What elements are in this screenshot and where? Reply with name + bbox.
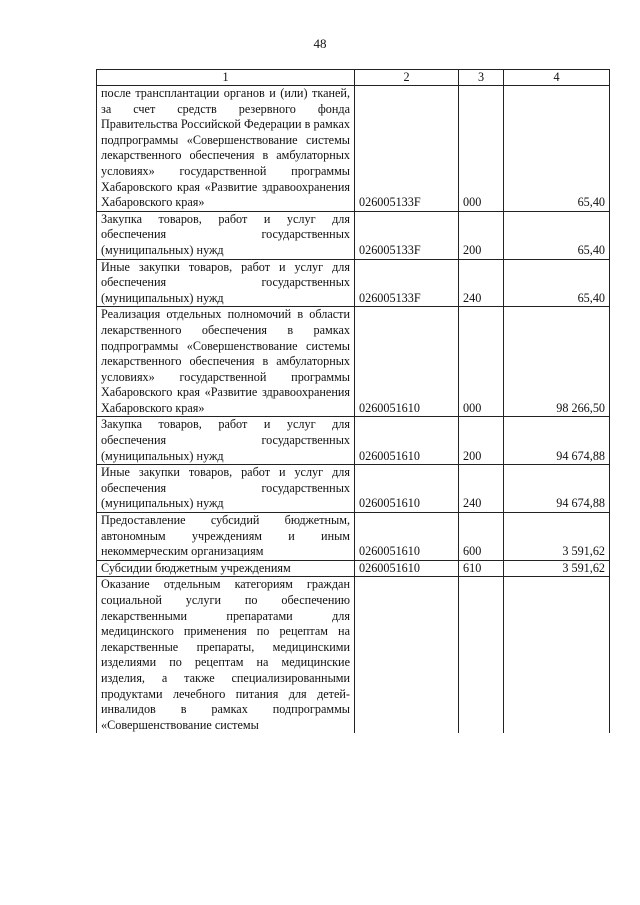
table-row xyxy=(97,513,610,561)
header-row xyxy=(97,70,610,86)
row-expense-type: 610 xyxy=(459,560,504,577)
row-description: Предоставление субсидий бюджетным, автономным учреждениям и иным некоммерческим организациям xyxy=(97,513,355,561)
header-col-4: 4 xyxy=(504,70,610,86)
table-row xyxy=(97,465,610,513)
row-description: Реализация отдельных полномочий в области лекарственного обеспечения в рамках подпрограммы «Совершенствование системы лекарственного обеспечения в амбулаторных условиях» государственной программы Хабаровского края «Развитие здравоохранения Хабаровского края» xyxy=(97,307,355,417)
row-expense-type: 000 xyxy=(459,86,504,212)
table-row xyxy=(97,259,610,307)
row-expense-type: 200 xyxy=(459,417,504,465)
row-amount: 94 674,88 xyxy=(504,465,610,513)
row-code: 0260051610 xyxy=(355,513,459,561)
row-code: 0260051610 xyxy=(355,465,459,513)
row-amount: 65,40 xyxy=(504,86,610,212)
row-code: 0260051610 xyxy=(355,417,459,465)
row-description: Иные закупки товаров, работ и услуг для обеспечения государственных (муниципальных) нужд xyxy=(97,259,355,307)
table-row xyxy=(97,417,610,465)
row-code: 026005133F xyxy=(355,86,459,212)
row-amount: 98 266,50 xyxy=(504,307,610,417)
header-col-3: 3 xyxy=(459,70,504,86)
page-number: 48 xyxy=(313,36,327,51)
row-amount xyxy=(504,577,610,733)
row-amount: 65,40 xyxy=(504,211,610,259)
row-amount: 3 591,62 xyxy=(504,513,610,561)
row-description: Субсидии бюджетным учреждениям xyxy=(97,560,355,577)
row-description: Оказание отдельным категориям граждан социальной услуги по обеспечению лекарственными препаратами для медицинского применения по рецептам на лекарственные препараты, медицинскими изделиями по рецептам на медицинские изделия, а также специализированными продуктами лечебного питания для детей-инвалидов в рамках подпрограммы «Совершенствование системы xyxy=(97,577,355,733)
row-code xyxy=(355,577,459,733)
row-description: Иные закупки товаров, работ и услуг для обеспечения государственных (муниципальных) нужд xyxy=(97,465,355,513)
row-code: 026005133F xyxy=(355,259,459,307)
row-amount: 3 591,62 xyxy=(504,560,610,577)
table-row xyxy=(97,577,610,733)
row-expense-type: 600 xyxy=(459,513,504,561)
row-description: Закупка товаров, работ и услуг для обеспечения государственных (муниципальных) нужд xyxy=(97,417,355,465)
header-col-2: 2 xyxy=(355,70,459,86)
row-expense-type: 240 xyxy=(459,259,504,307)
table-row xyxy=(97,211,610,259)
row-expense-type xyxy=(459,577,504,733)
row-expense-type: 000 xyxy=(459,307,504,417)
table-row xyxy=(97,307,610,417)
row-amount: 65,40 xyxy=(504,259,610,307)
row-expense-type: 200 xyxy=(459,211,504,259)
row-code: 0260051610 xyxy=(355,560,459,577)
row-amount: 94 674,88 xyxy=(504,417,610,465)
budget-table xyxy=(96,69,610,733)
table-row xyxy=(97,86,610,212)
row-code: 0260051610 xyxy=(355,307,459,417)
row-description: Закупка товаров, работ и услуг для обеспечения государственных (муниципальных) нужд xyxy=(97,211,355,259)
row-code: 026005133F xyxy=(355,211,459,259)
row-description: после трансплантации органов и (или) тканей, за счет средств резервного фонда Правительства Российской Федерации в рамках подпрограммы «Совершенствование системы лекарственного обеспечения в амбулаторных условиях» государственной программы Хабаровского края «Развитие здравоохранения Хабаровского края» xyxy=(97,86,355,212)
row-expense-type: 240 xyxy=(459,465,504,513)
header-col-1: 1 xyxy=(97,70,355,86)
table-row xyxy=(97,560,610,577)
